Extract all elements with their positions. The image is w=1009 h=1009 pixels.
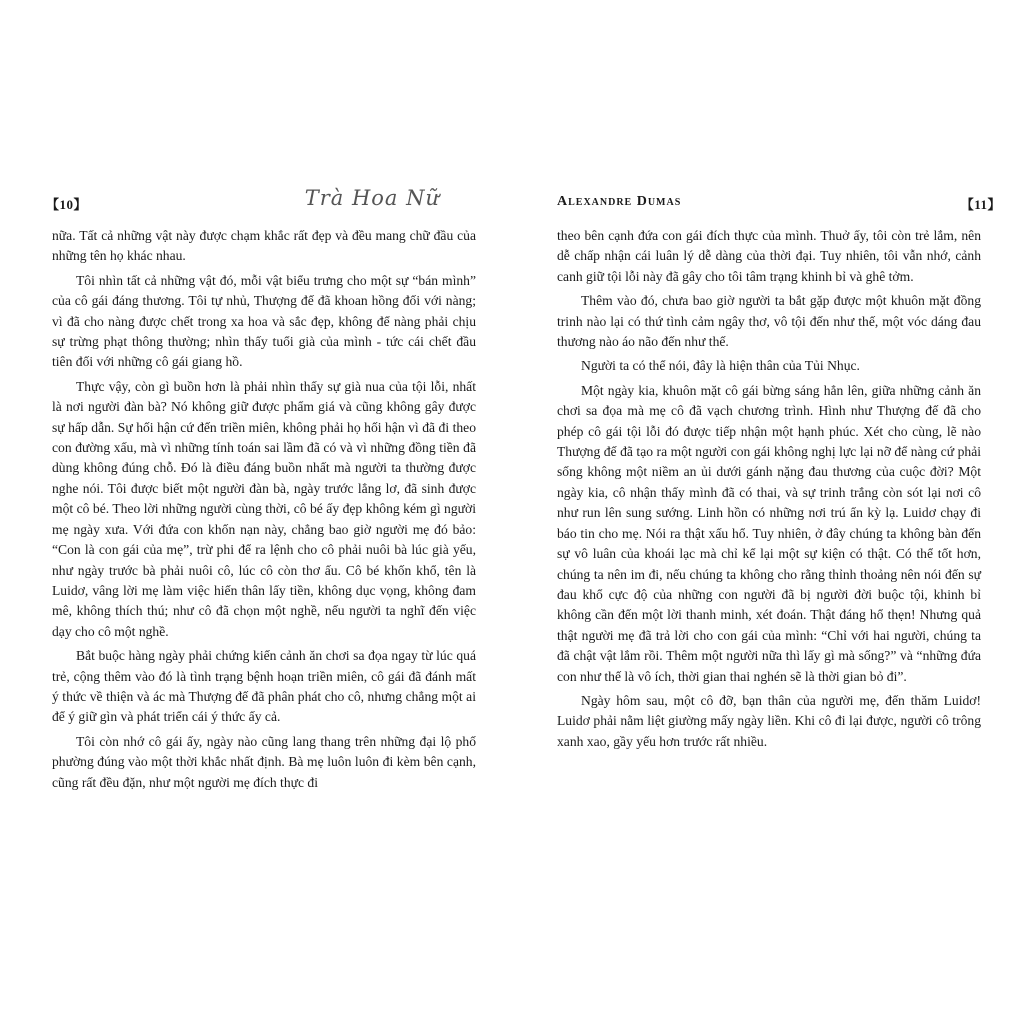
paragraph: Ngày hôm sau, một cô đỡ, bạn thân của người mẹ, đến thăm Luidơ! Luidơ phải nằm liệt giường mấy ngày liền. Khi cô đi lại được, người cô trông xanh xao, gầy yếu hơn trước rất nhiều. (557, 692, 981, 749)
left-page-header (46, 186, 476, 218)
paragraph: Thêm vào đó, chưa bao giờ người ta bắt gặp được một khuôn mặt đồng trinh nào lại có thứ tình cảm ngây thơ, vô tội đến như thế, một vóc dáng đau thương nào áo não đến như thế. (557, 293, 981, 350)
paragraph: Tôi nhìn tất cả những vật đó, mỗi vật biểu trưng cho một sự “bán mình” của cô gái đáng thương. Tôi tự nhủ, Thượng đế đã khoan hồng đối với nàng; vì đã cho nàng được chết trong xa hoa và sắc đẹp, không để nàng phải chịu sự trừng phạt thông thường; nhìn thấy tuổi già của mình - tức cái chết đầu tiên đối với những cô gái giang hồ. (52, 272, 476, 370)
left-page-body (52, 226, 476, 793)
paragraph: Thực vậy, còn gì buồn hơn là phải nhìn thấy sự già nua của tội lỗi, nhất là nơi người đàn bà? Nó không giữ được phẩm giá và cũng không gây được sự hấp dẫn. Sự hối hận cứ đến triền miên, không phải họ hối hận vì đã đi theo con đường xấu, mà vì những tính toán sai lầm đã có và vì những đồng tiền đã dùng không đúng chỗ. Đó là điều đáng buồn nhất mà người ta thường được nghe nói. Tôi được biết một người đàn bà, ngày trước lẳng lơ, đã sinh được một cô bé. Theo lời những người cùng thời, cô bé ấy đẹp không kém gì người mẹ ngày xưa. Với đứa con khốn nạn này, chẳng bao giờ người mẹ đó bảo: “Con là con gái của mẹ”, trừ phi để ra lệnh cho cô phải nuôi bà lúc già yếu, như ngày trước bà phải nuôi cô, lúc cô còn thơ ấu. Cô bé khốn khổ, tên là Luidơ, vâng lời mẹ làm việc hiến thân lấy tiền, không dục vọng, không đam mê, không thích thú; như cô đã chọn một nghề, nếu người ta nghĩ đến việc dạy cho cô một nghề. (52, 378, 476, 639)
paragraph: theo bên cạnh đứa con gái đích thực của mình. Thuở ấy, tôi còn trẻ lắm, nên dễ chấp nhận cái luân lý dễ dàng của thời đại. Tuy nhiên, tôi vẫn nhớ, cảnh canh giữ tội lỗi này đã gây cho tôi tâm trạng khinh bỉ và ghê tởm. (557, 228, 981, 284)
paragraph: Bắt buộc hàng ngày phải chứng kiến cảnh ăn chơi sa đọa ngay từ lúc quá trẻ, cộng thêm vào đó là tình trạng bệnh hoạn triền miên, cô gái đã đánh mất ý thức về thiện và ác mà Thượng đế đã phân phát cho cô, nhưng chẳng một ai để ý giữ gìn và phát triển cái ý thức ấy cả. (52, 648, 476, 725)
running-title: Trà Hoa Nữ (304, 186, 440, 210)
right-page-header (557, 190, 1001, 218)
paragraph: Tôi còn nhớ cô gái ấy, ngày nào cũng lang thang trên những đại lộ phố phường đúng vào một thời khắc nhất định. Bà mẹ luôn luôn đi kèm bên cạnh, cũng rất đều đặn, như một người mẹ đích thực đi (52, 733, 476, 790)
page-number: 【10】 (46, 197, 88, 212)
paragraph: Người ta có thể nói, đây là hiện thân của Tủi Nhục. (581, 358, 860, 374)
running-author: Alexandre Dumas (557, 194, 682, 209)
paragraph: nữa. Tất cả những vật này được chạm khắc rất đẹp và đều mang chữ đầu của những tên họ khác nhau. (52, 228, 476, 264)
paragraph: Một ngày kia, khuôn mặt cô gái bừng sáng hẳn lên, giữa những cảnh ăn chơi sa đọa mà mẹ cô đã vạch chương trình. Hình như Thượng đế đã cho phép cô gái tội lỗi đó được tiếp nhận một hạnh phúc. Xét cho cùng, lẽ nào Thượng đế đã tạo ra một người con gái không nghị lực lại nỡ để nàng cứ phải sống không một niềm an ủi dưới gánh nặng đau thương của cuộc đời? Một ngày kia, cô nhận thấy mình đã có thai, và sự trinh trắng còn sót lại nơi cô như run lên sung sướng. Linh hồn có những nơi trú ẩn kỳ lạ. Luidơ chạy đi báo tin cho mẹ. Nói ra thật xấu hổ. Tuy nhiên, ở đây chúng ta không bàn đến sự vô luân của khoái lạc mà chỉ kể lại một sự kiện có thật. Có thể tốt hơn, chúng ta nên im đi, nếu chúng ta không cho rằng thỉnh thoảng nên nói đến sự đau khổ cực độ của những con người đã bị người đời buộc tội, khinh bỉ không cần đến một lời thanh minh, xét đoán. Thật đáng hổ thẹn! Nhưng quả thật người mẹ đã trả lời cho con gái của mình: “Chỉ với hai người, chúng ta đã chật vật lắm rồi. Thêm một người nữa thì lấy gì mà sống?” và “những đứa con như thế là vô ích, thời gian thai nghén sẽ là thời gian bỏ đi”. (557, 382, 981, 684)
right-page-body (557, 226, 981, 752)
right-page (557, 190, 1001, 752)
page-number: 【11】 (960, 197, 1001, 212)
left-page (46, 186, 476, 793)
